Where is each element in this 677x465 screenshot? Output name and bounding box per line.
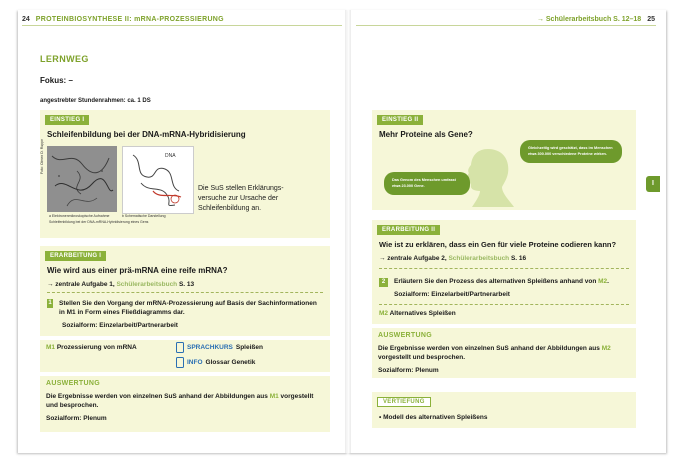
- book-spine: [345, 10, 351, 453]
- sozialform-1: Sozialform: Einzelarbeit/Partnerarbeit: [62, 322, 178, 329]
- auswertung-2-text: [378, 344, 630, 362]
- task-number-badge: 2: [379, 278, 388, 287]
- task2-pre: Erläutern Sie den Prozess des alternativen Spleißens anhand von: [394, 278, 599, 285]
- erarbeitung-1-question: Wie wird aus einer prä-mRNA eine reife mRNA?: [47, 266, 228, 275]
- auswertung-2-sozialform: Sozialform: Plenum: [378, 367, 439, 374]
- auswertung-1-heading: AUSWERTUNG: [46, 380, 100, 387]
- ref-suffix: S. 13: [177, 281, 195, 288]
- erarbeitung-2-tag: ERARBEITUNG II: [377, 225, 440, 235]
- photo-credit: Foto: Olmen D. Ruppe: [40, 138, 44, 174]
- time-frame-line: angestrebter Stundenrahmen: ca. 1 DS: [40, 98, 151, 104]
- ref2-suffix: S. 16: [509, 255, 527, 262]
- erarbeitung-1-tag: ERARBEITUNG I: [45, 251, 106, 261]
- auswertung-2-box: [372, 328, 636, 378]
- aus1-post: vorgestellt und besprochen.: [46, 393, 314, 409]
- task2-m: M2: [598, 278, 608, 285]
- einstieg-1-title: Schleifenbildung bei der DNA-mRNA-Hybridisierung: [47, 130, 246, 139]
- einstieg-1-tag: EINSTIEG I: [45, 115, 89, 125]
- caption-schema: b Schematische Darstellung: [122, 214, 166, 218]
- info-link[interactable]: [176, 357, 255, 368]
- caption-figure: Schleifenbildung bei der DNA-mRNA-Hybridisierung eines Gens: [49, 220, 149, 224]
- auswertung-1-sozialform: Sozialform: Plenum: [46, 415, 107, 422]
- task-1-text: Stellen Sie den Vorgang der mRNA-Prozessierung auf Basis der Sachinformationen in M1 in Form eines Fließdiagramms dar.: [59, 300, 317, 316]
- auswertung-1-box: [40, 376, 330, 432]
- vertiefung-item: • Modell des alternativen Spleißens: [379, 414, 488, 421]
- vertiefung-tag: VERTIEFUNG: [377, 397, 431, 407]
- erarbeitung-1-reference: [47, 281, 194, 288]
- info-label: INFO: [187, 359, 203, 366]
- aus2-m: M2: [601, 345, 611, 352]
- aus1-pre: Die Ergebnisse werden von einzelnen SuS anhand der Abbildungen aus: [46, 393, 270, 400]
- task-2: [379, 278, 609, 287]
- einstieg-1-box: [40, 110, 330, 238]
- m2-label: Alternatives Spleißen: [389, 310, 456, 317]
- material-m1: [46, 344, 137, 351]
- ref2-prefix: → zentrale Aufgabe 2,: [379, 255, 449, 262]
- m1-label: Prozessierung von mRNA: [56, 344, 137, 351]
- aus2-pre: Die Ergebnisse werden von einzelnen SuS anhand der Abbildungen aus: [378, 345, 602, 352]
- vertiefung-box: [372, 392, 636, 428]
- left-page-header: [22, 16, 224, 23]
- einstieg-2-title: Mehr Proteine als Gene?: [379, 130, 473, 139]
- left-page-number: 24: [22, 16, 30, 23]
- header-rule-right: [356, 25, 656, 26]
- header-rule-left: [22, 25, 342, 26]
- electron-micrograph-image: [47, 146, 117, 212]
- m2-code: M2: [379, 310, 389, 317]
- dashed-divider: [379, 268, 629, 269]
- ref2-book: Schülerarbeitsbuch: [448, 255, 510, 262]
- right-page-number: 25: [647, 16, 655, 23]
- ref-prefix: → zentrale Aufgabe 1,: [47, 281, 117, 288]
- chapter-title: PROTEINBIOSYNTHESE II: mRNA-PROZESSIERUNG: [35, 16, 224, 23]
- workbook-reference: → Schülerarbeitsbuch S. 12–18: [536, 16, 642, 23]
- material-row-m1: [40, 340, 330, 372]
- focus-line: Fokus: –: [40, 76, 73, 85]
- section-heading-lernweg: LERNWEG: [40, 54, 89, 64]
- schema-dna-label: DNA: [165, 153, 176, 159]
- sprachkurs-label: SPRACHKURS: [187, 344, 233, 351]
- auswertung-2-heading: AUSWERTUNG: [378, 332, 432, 339]
- right-page-header: [537, 16, 655, 23]
- info-text: Glossar Genetik: [205, 359, 256, 366]
- caption-micrograph: a Elektronenmikroskopische Aufnahme: [49, 214, 110, 218]
- erarbeitung-2-box: [372, 220, 636, 324]
- speech-bubble-right: Gleichzeitig wird geschätzt, dass im Menschen etwa 300.000 verschiedene Proteine wirken.: [520, 140, 622, 163]
- chapter-side-tab[interactable]: I: [646, 176, 660, 192]
- aus2-post: vorgestellt und besprochen.: [378, 354, 466, 361]
- erarbeitung-1-box: [40, 246, 330, 336]
- auswertung-1-text: [46, 392, 321, 410]
- erarbeitung-2-reference: [379, 255, 526, 262]
- sprachkurs-text: Spleißen: [235, 344, 263, 351]
- task-1: [47, 299, 317, 317]
- schematic-diagram: [122, 146, 194, 214]
- dashed-divider: [379, 304, 629, 305]
- phone-icon: [176, 342, 184, 353]
- m1-code: M1: [46, 344, 56, 351]
- speech-bubble-left: Das Genom des Menschen umfasst etwa 23.000 Gene.: [384, 172, 470, 195]
- ref-book: Schülerarbeitsbuch: [116, 281, 178, 288]
- task-2-text: [394, 278, 609, 287]
- task-number-badge: 1: [48, 300, 52, 306]
- material-m2: [379, 310, 456, 317]
- einstieg-1-note: Die SuS stellen Erklärungsversuche zur Ursache der Schleifenbildung an.: [198, 185, 284, 212]
- erarbeitung-2-question: Wie ist zu erklären, dass ein Gen für viele Proteine codieren kann?: [379, 240, 617, 249]
- einstieg-2-tag: EINSTIEG II: [377, 115, 423, 125]
- sprachkurs-link[interactable]: [176, 342, 263, 353]
- phone-icon: [176, 357, 184, 368]
- dashed-divider: [47, 292, 323, 293]
- sozialform-2: Sozialform: Einzelarbeit/Partnerarbeit: [394, 291, 510, 298]
- aus1-m: M1: [269, 393, 279, 400]
- task2-post: .: [607, 278, 609, 285]
